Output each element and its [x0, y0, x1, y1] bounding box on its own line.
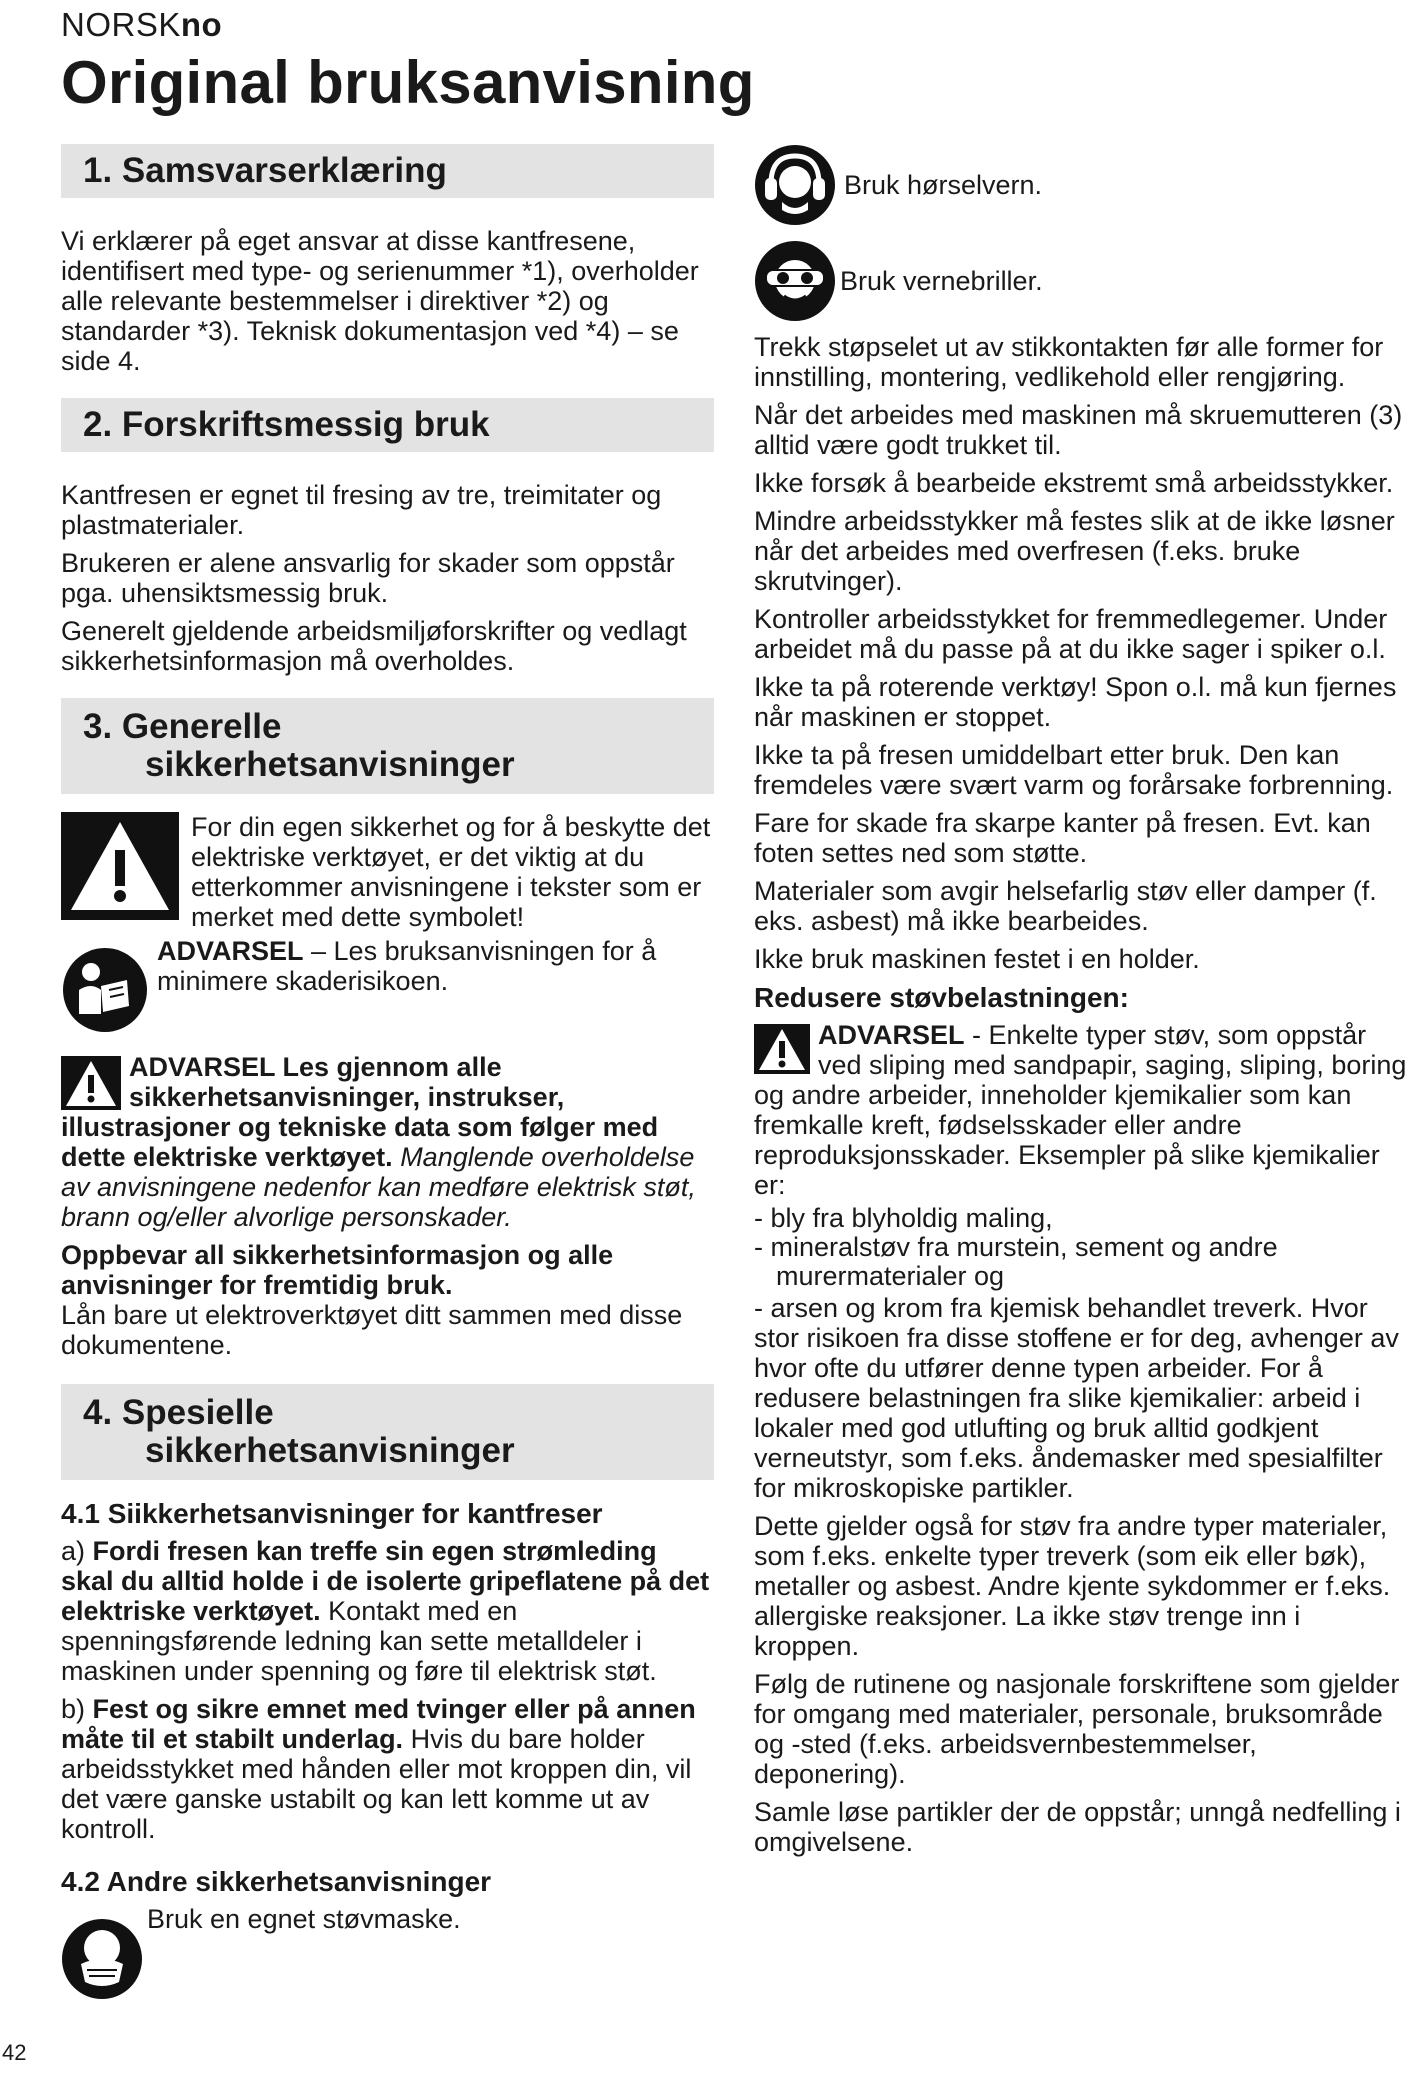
list-item: - mineralstøv fra murstein, sement og andre [754, 1232, 1278, 1262]
safety-note [61, 812, 714, 932]
paragraph: Kontroller arbeidsstykket for fremmedlegemer. Under arbeidet må du passe på at du ikke sager i spiker o.l. [754, 604, 1388, 664]
paragraph: Fare for skade fra skarpe kanter på fresen. Evt. kan foten settes ned som støtte. [754, 808, 1371, 868]
safety-note-text: For din egen sikkerhet og for å beskytte det elektriske verktøyet, er det viktig at du etterkommer anvisningene i tekster som er merket med dette symbolet! [191, 812, 711, 932]
paragraph: Samle løse partikler der de oppstår; unngå nedfelling i omgivelsene. [754, 1797, 1401, 1857]
dust-heading: Redusere støvbelastningen: [754, 982, 1129, 1013]
dust-mask-text: Bruk en egnet støvmaske. [147, 1904, 461, 1934]
page-number: 42 [2, 2040, 27, 2065]
goggles-text: Bruk vernebriller. [840, 266, 1043, 296]
paragraph: Lån bare ut elektroverktøyet ditt sammen med disse dokumentene. [61, 1300, 683, 1360]
safety-goggles-icon [754, 240, 836, 322]
section-1-heading: 1. Samsvarserklæring [61, 144, 714, 198]
dust-mask-icon [61, 1918, 143, 2000]
paragraph: Oppbevar all sikkerhetsinformasjon og alle anvisninger for fremtidig bruk. [61, 1240, 614, 1300]
paragraph: a) Fordi fresen kan treffe sin egen strømleding skal du alltid holde i de isolerte gripeflatene på det elektriske verktøyet. Kontakt med en spenningsførende ledning kan sette metalldeler i maskinen under spenning og føre til elektrisk støt. [61, 1536, 710, 1686]
paragraph: Når det arbeides med maskinen må skruemutteren (3) alltid være godt trukket til. [754, 400, 1403, 460]
paragraph: Mindre arbeidsstykker må festes slik at de ikke løsner når det arbeides med overfresen (f.eks. bruke skrutvinger). [754, 506, 1395, 596]
goggles-note [754, 240, 1411, 322]
subsection-heading: 4.1 Siikkerhetsanvisninger for kantfreser [61, 1498, 603, 1529]
section-2-heading: 2. Forskriftsmessig bruk [61, 398, 714, 452]
paragraph: Brukeren er alene ansvarlig for skader som oppstår pga. uhensiktsmessig bruk. [61, 548, 675, 608]
right-column [754, 144, 1411, 1865]
paragraph: Generelt gjeldende arbeidsmiljøforskrifter og vedlagt sikkerhetsinformasjon må overholdes. [61, 616, 687, 676]
read-manual-text: ADVARSEL – Les bruksanvisningen for å minimere skaderisikoen. [157, 936, 657, 996]
subsection-heading: 4.2 Andre sikkerhetsanvisninger [61, 1866, 492, 1897]
page-title: Original bruksanvisning [61, 49, 755, 116]
dust-mask-note [61, 1904, 714, 2000]
section-4-title: 4. Spesielle [83, 1393, 274, 1432]
language-label: NORSKno [61, 6, 223, 43]
hearing-protection-text: Bruk hørselvern. [844, 170, 1043, 200]
paragraph: Ikke bruk maskinen festet i en holder. [754, 944, 1200, 974]
section-4-subtitle: sikkerhetsanvisninger [145, 1431, 515, 1470]
paragraph: Ikke ta på roterende verktøy! Spon o.l. må kun fjernes når maskinen er stoppet. [754, 672, 1397, 732]
paragraph: Ikke ta på fresen umiddelbart etter bruk. Den kan fremdeles være svært varm og forårsake forbrenning. [754, 740, 1394, 800]
paragraph: Kantfresen er egnet til fresing av tre, treimitater og plastmaterialer. [61, 480, 662, 540]
section-3-heading [61, 698, 714, 794]
section-3-subtitle: sikkerhetsanvisninger [145, 745, 515, 784]
hearing-protection-note [754, 144, 1411, 226]
paragraph: Følg de rutinene og nasjonale forskriftene som gjelder for omgang med materialer, personale, bruksområde og -sted (f.eks. arbeidsvernbestemmelser, deponering). [754, 1669, 1400, 1789]
warning-icon [754, 1024, 810, 1074]
read-manual-icon [61, 946, 149, 1034]
warning-icon [61, 812, 179, 920]
list-item: - bly fra blyholdig maling, [754, 1203, 1053, 1233]
paragraph: Dette gjelder også for støv fra andre typer materialer, som f.eks. enkelte typer treverk (som eik eller bøk), metaller og asbest. Andre kjente sykdommer er f.eks. allergiske reaksjoner. La ikke støv trenge inn i kroppen. [754, 1511, 1391, 1661]
paragraph: Ikke forsøk å bearbeide ekstremt små arbeidsstykker. [754, 468, 1394, 498]
read-manual-note [61, 936, 714, 1034]
general-warning [61, 1052, 714, 1232]
dust-warning-text: ADVARSEL - Enkelte typer støv, som oppstår ved sliping med sandpapir, saging, sliping, boring og andre arbeider, inneholder kjemikalier som kan fremkalle kreft, fødselsskader eller andre reproduksjonsskader. Eksempler på slike kjemikalier er: [754, 1020, 1407, 1200]
paragraph: Materialer som avgir helsefarlig støv eller damper (f. eks. asbest) må ikke bearbeides. [754, 876, 1377, 936]
ear-protection-icon [754, 144, 836, 226]
dust-warning [754, 1020, 1411, 1200]
paragraph: b) Fest og sikre emnet med tvinger eller på annen måte til et stabilt underlag. Hvis du bare holder arbeidsstykket med hånden eller mot kroppen din, vil det være ganske ustabilt og kan lett komme ut av kontroll. [61, 1694, 696, 1844]
paragraph: Vi erklærer på eget ansvar at disse kantfresene, identifisert med type- og serienummer *1), overholder alle relevante bestemmelser i direktiver *2) og standarder *3). Teknisk dokumentasjon ved *4) – se side 4. [61, 226, 699, 376]
list-item: murermaterialer og [776, 1261, 1005, 1291]
warning-icon [61, 1056, 121, 1110]
paragraph: Trekk støpselet ut av stikkontakten før alle former for innstilling, montering, vedlikehold eller rengjøring. [754, 332, 1384, 392]
general-warning-text: ADVARSEL Les gjennom alle sikkerhetsanvisninger, instrukser, illustrasjoner og tekniske data som følger med dette elektriske verktøyet. Manglende overholdelse av anvisningene nedenfor kan medføre elektrisk støt, brann og/eller alvorlige personskader. [61, 1052, 696, 1232]
section-4-heading [61, 1384, 714, 1480]
section-3-title: 3. Generelle [83, 707, 282, 746]
list-item: - arsen og krom fra kjemisk behandlet treverk. Hvor stor risikoen fra disse stoffene er for deg, avhenger av hvor ofte du utfører denne typen arbeider. For å redusere belastningen fra slike kjemikalier: arbeid i lokaler med god utlufting og bruk alltid godkjent verneutstyr, som f.eks. åndemasker med spesialfilter for mikroskopiske partikler. [754, 1293, 1399, 1503]
left-column [61, 144, 714, 2000]
